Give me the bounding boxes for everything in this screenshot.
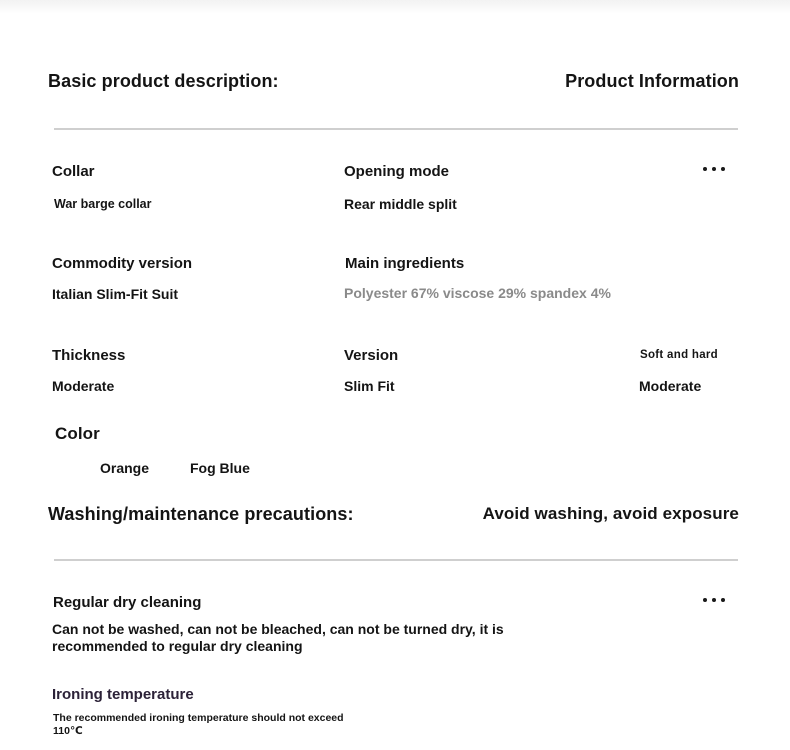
- more-horizontal-icon[interactable]: [703, 167, 725, 171]
- section-divider: [54, 559, 738, 561]
- spec-value-soft-hard: Moderate: [639, 378, 702, 394]
- section-divider: [54, 128, 738, 130]
- care-title-dry-cleaning: Regular dry cleaning: [53, 594, 202, 611]
- care-text-ironing-line1: The recommended ironing temperature should not exceed: [53, 712, 344, 724]
- spec-value-collar: War barge collar: [54, 197, 152, 211]
- care-text-dry-cleaning-line1: Can not be washed, can not be bleached, can not be turned dry, it is: [52, 621, 504, 637]
- spec-label-collar: Collar: [52, 163, 95, 180]
- section-title-washing-precautions: Washing/maintenance precautions:: [48, 504, 354, 524]
- spec-value-thickness: Moderate: [52, 378, 115, 394]
- spec-value-commodity-version: Italian Slim-Fit Suit: [52, 286, 179, 302]
- care-text-dry-cleaning-line2: recommended to regular dry cleaning: [52, 638, 303, 654]
- spec-label-commodity-version: Commodity version: [52, 255, 193, 272]
- spec-value-main-ingredients: Polyester 67% viscose 29% spandex 4%: [344, 285, 611, 301]
- spec-label-soft-hard: Soft and hard: [640, 349, 719, 361]
- spec-label-opening-mode: Opening mode: [344, 163, 449, 180]
- section-title-product-information: Product Information: [565, 71, 739, 91]
- spec-label-main-ingredients: Main ingredients: [345, 255, 465, 272]
- care-title-ironing: Ironing temperature: [52, 686, 194, 703]
- spec-value-opening-mode: Rear middle split: [344, 196, 457, 212]
- spec-label-version: Version: [344, 347, 399, 364]
- section-title-basic-description: Basic product description:: [48, 71, 279, 91]
- spec-label-thickness: Thickness: [52, 347, 126, 364]
- color-option-fog-blue[interactable]: Fog Blue: [190, 460, 250, 476]
- spec-value-version: Slim Fit: [344, 378, 395, 394]
- color-option-orange[interactable]: Orange: [100, 460, 150, 476]
- color-label: Color: [55, 424, 100, 443]
- top-edge-fade: [0, 0, 790, 14]
- more-horizontal-icon[interactable]: [703, 598, 725, 602]
- care-text-ironing-line2: 110℃: [53, 725, 83, 737]
- section-title-avoid-washing: Avoid washing, avoid exposure: [482, 504, 739, 523]
